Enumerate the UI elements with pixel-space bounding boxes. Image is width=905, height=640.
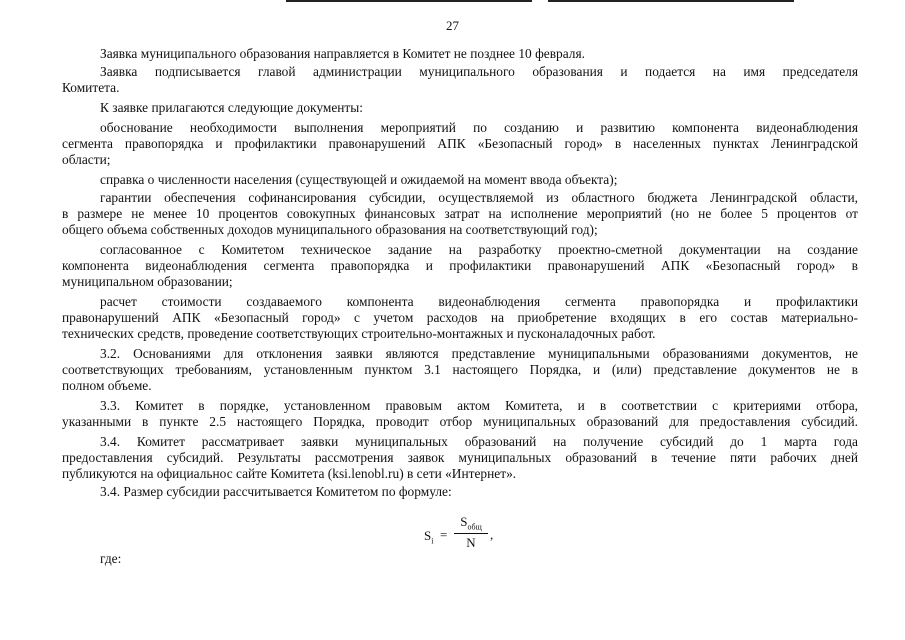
text-line: гарантии обеспечения софинансирования субсидии, осуществляемой из областного бюджета Ленинградской области,	[100, 190, 858, 205]
text-line: указанными в пункте 2.5 настоящего Порядка, проводит отбор муниципальных образований для предоставления субсидий.	[62, 414, 858, 429]
formula-lhs-symbol: S	[424, 528, 432, 543]
top-rule-left	[286, 0, 532, 2]
text-line: 3.2. Основаниями для отклонения заявки являются представление муниципальными образованиями документов, не	[100, 346, 858, 361]
text-line: полном объеме.	[62, 378, 152, 393]
formula-trailing-comma: ,	[490, 527, 494, 542]
text-line: обоснование необходимости выполнения мероприятий по созданию и развитию компонента видеонаблюдения	[100, 120, 858, 135]
top-rule-right	[548, 0, 794, 2]
formula-lhs	[424, 528, 433, 546]
text-line: К заявке прилагаются следующие документы:	[100, 100, 364, 115]
text-line: муниципальном образовании;	[62, 274, 233, 289]
text-line: расчет стоимости создаваемого компонента видеонаблюдения сегмента правопорядка и профилактики	[100, 294, 858, 309]
formula-numerator-symbol: S	[460, 514, 468, 529]
text-line: 3.3. Комитет в порядке, установленном правовым актом Комитета, и в соответствии с критериями отбора,	[100, 398, 858, 413]
text-line: публикуются на официальнос сайте Комитета (ksi.lenobl.ru) в сети «Интернет».	[62, 466, 517, 481]
text-line: в размере не менее 10 процентов совокупных финансовых затрат на исполнение мероприятий (но не более 5 процентов от	[62, 206, 858, 221]
text-line: Комитета.	[62, 80, 120, 95]
text-line: Заявка подписывается главой администрации муниципального образования и подается на имя председателя	[100, 64, 858, 79]
formula-numerator	[454, 514, 488, 532]
formula-equals: =	[440, 527, 448, 542]
formula-denominator: N	[466, 535, 476, 550]
where-label: где:	[100, 551, 122, 566]
text-line: области;	[62, 152, 111, 167]
formula-lhs-subscript: i	[431, 536, 434, 546]
text-line: согласованное с Комитетом техническое задание на разработку проектно-сметной документации на создание	[100, 242, 858, 257]
text-line: компонента видеонаблюдения сегмента правопорядка и профилактики правонарушений АПК «Безопасный город» в	[62, 258, 858, 273]
text-line: Заявка муниципального образования направляется в Комитет не позднее 10 февраля.	[100, 46, 585, 61]
text-line: соответствующих требованиям, установленным пунктом 3.1 настоящего Порядка, и (или) представление документов не в	[62, 362, 858, 377]
fraction-bar	[454, 533, 488, 534]
text-line: сегмента правопорядка и профилактики правонарушений АПК «Безопасный город» в населенных пунктах Ленинградской	[62, 136, 858, 151]
subsidy-formula	[424, 514, 514, 554]
text-line: 3.4. Комитет рассматривает заявки муниципальных образований на получение субсидий до 1 марта года	[100, 434, 858, 449]
text-line: общего объема собственных доходов муниципального образования на соответствующий год);	[62, 222, 598, 237]
text-line: справка о численности населения (существующей и ожидаемой на момент ввода объекта);	[100, 172, 618, 187]
text-line: 3.4. Размер субсидии рассчитывается Комитетом по формуле:	[100, 484, 452, 499]
text-line: предоставления субсидий. Результаты рассмотрения заявок муниципальных образований в течение пяти рабочих дней	[62, 450, 858, 465]
text-line: правонарушений АПК «Безопасный город» с учетом расходов на приобретение входящих в его состав материально-	[62, 310, 858, 325]
page-number: 27	[446, 18, 459, 33]
formula-numerator-subscript: общ	[467, 522, 482, 532]
text-line: технических средств, проведение соответствующих строительно-монтажных и пусконаладочных работ.	[62, 326, 656, 341]
